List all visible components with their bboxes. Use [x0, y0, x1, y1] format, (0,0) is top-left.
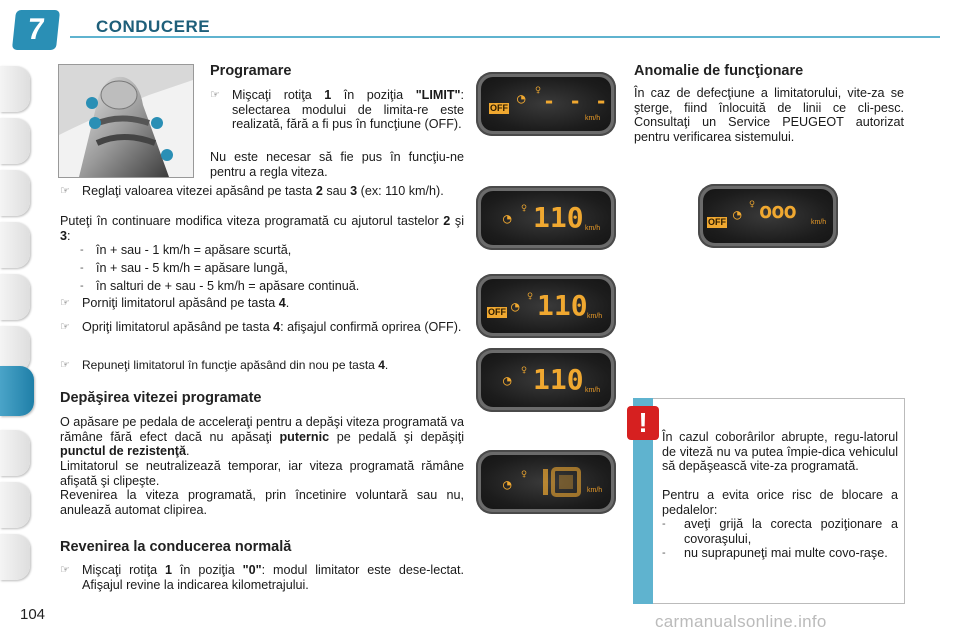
key-icon: ♀ — [521, 203, 528, 214]
unit-label: km/h — [585, 115, 601, 122]
chapter-number: 7 — [25, 13, 47, 46]
chapter-badge — [12, 10, 60, 50]
warning-text: Pentru a evita orice risc de blocare a pedalelor: — [662, 488, 898, 517]
chapter-title: CONDUCERE — [96, 17, 211, 36]
unit-label: km/h — [587, 313, 603, 320]
chapter-tab-1[interactable] — [0, 66, 30, 112]
display-blinking — [476, 450, 616, 514]
section-title-depasire: Depăşirea vitezei programate — [60, 390, 262, 406]
bullet-text: Mişcaţi rotiţa 1 în poziţia "LIMIT": selectarea modului de limita-re este realizată, fără a fi pus în funcţiune (OFF). — [232, 88, 465, 131]
display-value: 110 — [537, 289, 588, 322]
bullet-text: Reglaţi valoarea vitezei apăsând pe tasta 2 sau 3 (ex: 110 km/h). — [82, 184, 444, 198]
bullet-text: Opriţi limitatorul apăsând pe tasta 4: afişajul confirmă oprirea (OFF). — [82, 320, 462, 334]
key-icon: ♀ — [527, 291, 534, 302]
paragraph: Puteţi în continuare modifica viteza programată cu ajutorul tastelor 2 şi 3: — [60, 214, 465, 243]
dash-marker: - — [80, 244, 84, 256]
watermark: carmanualsonline.info — [655, 612, 827, 631]
steering-control-illustration — [59, 65, 193, 177]
off-indicator: OFF — [488, 307, 506, 317]
warning-item-1 — [662, 517, 898, 546]
exclamation-icon: ! — [627, 406, 659, 440]
bullet-text: Mişcaţi rotiţa 1 în poziţia "0": modul limitator este dese-lectat. Afişajul revine la indicarea kilometrajului. — [82, 563, 464, 592]
key-icon: ♀ — [535, 85, 542, 96]
bullet-hand-icon: ☞ — [210, 89, 220, 101]
bullet-hand-icon: ☞ — [60, 185, 70, 197]
bullet-hand-icon: ☞ — [60, 359, 70, 371]
off-indicator: OFF — [708, 217, 726, 227]
dash-marker: - — [662, 547, 666, 559]
blinking-digits-icon — [541, 465, 583, 499]
key-icon: ♀ — [749, 199, 756, 210]
chapter-tab-7-active[interactable] — [0, 366, 34, 416]
speedo-icon: ◔ — [511, 299, 520, 315]
paragraph: Limitatorul se neutralizează temporar, iar viteza programată rămâne afişată şi clipeşte. — [60, 459, 464, 488]
chapter-tab-9[interactable] — [0, 482, 30, 528]
display-value: - - - — [543, 89, 609, 113]
key-icon: ♀ — [521, 365, 528, 376]
speedo-icon: ◔ — [517, 91, 526, 107]
section-title-anomalie: Anomalie de funcţionare — [634, 63, 804, 79]
bullet-programare-3 — [60, 296, 464, 311]
bullet-programare-5 — [60, 358, 464, 373]
warning-item-text: aveţi grijă la corecta poziţionare a covoraşului, — [684, 517, 898, 546]
display-value: 110 — [533, 201, 584, 234]
unit-label: km/h — [811, 219, 827, 226]
display-110 — [476, 186, 616, 250]
bullet-hand-icon: ☞ — [60, 321, 70, 333]
bullet-programare-1 — [210, 88, 464, 132]
bullet-programare-4 — [60, 320, 464, 335]
dash-marker: - — [80, 280, 84, 292]
speed-limiter-control-photo — [58, 64, 194, 178]
chapter-tab-2[interactable] — [0, 118, 30, 164]
dash-item — [80, 279, 464, 294]
page-number: 104 — [20, 606, 46, 623]
paragraph: În caz de defecţiune a limitatorului, vite-za se şterge, fiind înlocuită de linii ce cli-pesc. Consultaţi un Service PEUGEOT autorizat pentru verificarea sistemului. — [634, 86, 904, 144]
dash-marker: - — [662, 518, 666, 530]
header-rule — [70, 36, 940, 38]
section-title-revenire: Revenirea la conducerea normală — [60, 539, 292, 555]
unit-label: km/h — [585, 387, 601, 394]
bullet-hand-icon: ☞ — [60, 564, 70, 576]
warning-item-text: nu suprapuneţi mai multe covo-raşe. — [684, 546, 888, 560]
bullet-programare-2 — [60, 184, 464, 199]
speedo-icon: ◔ — [733, 207, 742, 223]
warning-text: În cazul coborârilor abrupte, regu-latorul de viteză nu va putea împie-dica vehiculul să depăşească vite-za programată. — [662, 430, 898, 473]
bullet-revenire — [60, 563, 464, 592]
bullet-text: Repuneţi limitatorul în funcţie apăsând din nou pe tasta 4. — [82, 358, 389, 372]
speedo-icon: ◔ — [503, 211, 512, 227]
display-110-active — [476, 348, 616, 412]
dash-text: în salturi de + sau - 5 km/h = apăsare continuă. — [96, 279, 360, 293]
paragraph: Revenirea la viteza programată, prin încetinire voluntară sau nu, anulează automat clipirea. — [60, 488, 464, 517]
chapter-tab-5[interactable] — [0, 274, 30, 320]
paragraph: Nu este necesar să fie pus în funcţiu-ne pentru a regla viteza. — [210, 150, 464, 179]
chapter-tab-3[interactable] — [0, 170, 30, 216]
display-value: ooo — [759, 199, 796, 224]
key-icon: ♀ — [521, 469, 528, 480]
unit-label: km/h — [585, 225, 601, 232]
warning-item-2 — [662, 546, 898, 561]
section-title-programare: Programare — [210, 63, 292, 79]
display-110-off — [476, 274, 616, 338]
speedo-icon: ◔ — [503, 477, 512, 493]
dash-text: în + sau - 1 km/h = apăsare scurtă, — [96, 243, 292, 257]
off-indicator: OFF — [490, 103, 508, 113]
chapter-tab-10[interactable] — [0, 534, 30, 580]
chapter-tab-4[interactable] — [0, 222, 30, 268]
bullet-hand-icon: ☞ — [60, 297, 70, 309]
dash-item — [80, 261, 464, 276]
bullet-text: Porniţi limitatorul apăsând pe tasta 4. — [82, 296, 290, 310]
dash-item — [80, 243, 464, 258]
display-limit-off — [476, 72, 616, 136]
chapter-tab-8[interactable] — [0, 430, 30, 476]
paragraph: O apăsare pe pedala de acceleraţi pentru a depăşi viteza programată va rămâne fără efect dacă nu apăsaţi puternic pe pedală şi depăşiţi punctul de rezistenţă. — [60, 415, 464, 458]
display-fault — [698, 184, 838, 248]
unit-label: km/h — [587, 487, 603, 494]
dash-marker: - — [80, 262, 84, 274]
dash-text: în + sau - 5 km/h = apăsare lungă, — [96, 261, 288, 275]
display-value: 110 — [533, 363, 584, 396]
speedo-icon: ◔ — [503, 373, 512, 389]
